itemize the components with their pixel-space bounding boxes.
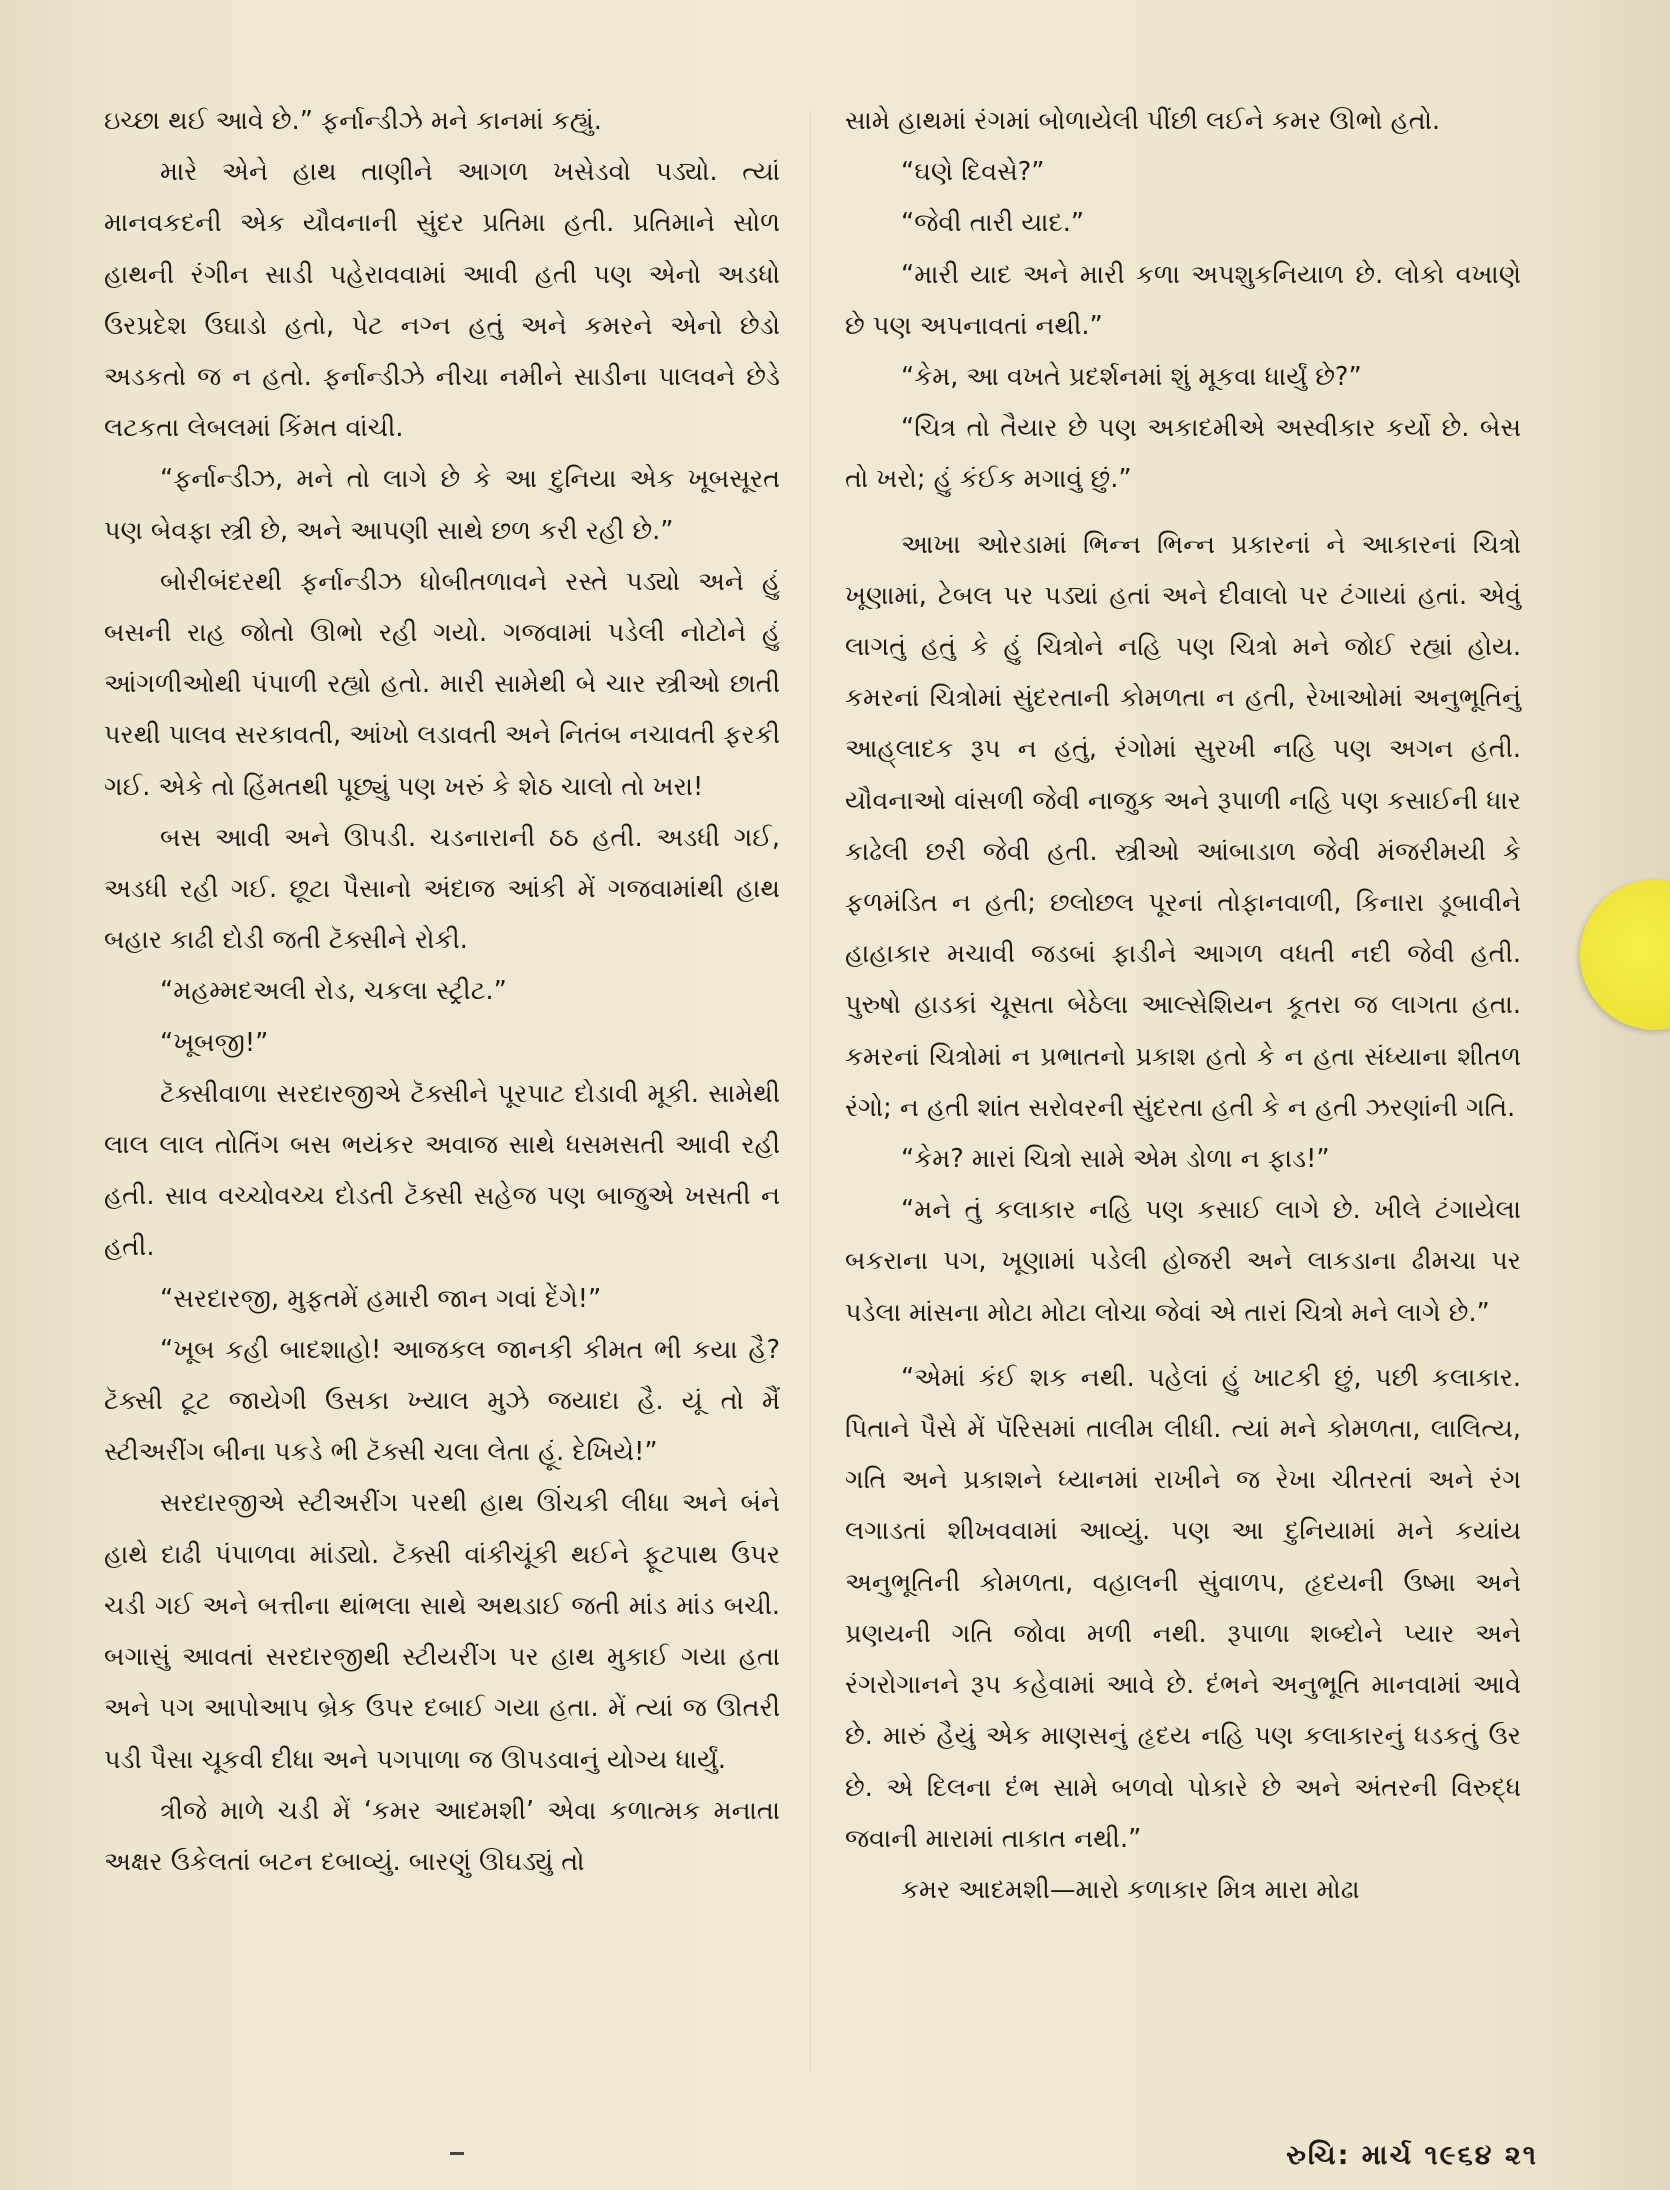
paragraph: “કેમ, આ વખતે પ્રદર્શનમાં શું મૂકવા ધાર્યું છે?” [901,362,1362,393]
paragraph: “ખૂબજી!” [160,1027,269,1058]
paragraph: ત્રીજે માળે ચડી મેં ‘કમર આદમશી’ એવા કળાત્મક મનાતા અક્ષર ઉકેલતાં બટન દબાવ્યું. બારણું ઊઘડ્યું તો [104,1795,780,1877]
paragraph: બસ આવી અને ઊપડી. ચડનારાની ઠઠ હતી. અડધી ગઈ, અડધી રહી ગઈ. છૂટા પૈસાનો અંદાજ આંકી મેં ગજવામાંથી હાથ બહાર કાઢી દોડી જતી ટૅક્સીને રોકી. [104,822,780,956]
paragraph: “એમાં કંઈ શક નથી. પહેલાં હું ખાટકી છું, પછી કલાકાર. પિતાને પૈસે મેં પૅરિસમાં તાલીમ લીધી. ત્યાં મને કોમળતા, લાલિત્ય, ગતિ અને પ્રકાશને ધ્યાનમાં રાખીને જ રેખા ચીતરતાં અને રંગ લગાડતાં શીખવવામાં આવ્યું. પણ આ દુનિયામાં મને કયાંય અનુભૂતિની કોમળતા, વહાલની સુંવાળપ, હૃદયની ઉષ્મા અને પ્રણયની ગતિ જોવા મળી નથી. રૂપાળા શબ્દોને પ્યાર અને રંગરોગાનને રૂપ કહેવામાં આવે છે. દંભને અનુભૂતિ માનવામાં આવે છે. મારું હૈયું એક માણસનું હૃદય નહિ પણ કલાકારનું ધડકતું ઉર છે. એ દિલના દંભ સામે બળવો પોકારે છે અને અંતરની વિરુદ્ધ જવાની મારામાં તાકાત નથી.” [845,1362,1521,1854]
paragraph: “ચિત્ર તો તૈયાર છે પણ અકાદમીએ અસ્વીકાર કર્યો છે. બેસ તો ખરો; હું કંઈક મગાવું છું.” [845,413,1521,495]
paragraph: સામે હાથમાં રંગમાં બોળાયેલી પીંછી લઈને કમર ઊભો હતો. [845,106,1441,136]
paragraph: સરદારજીએ સ્ટીઅરીંગ પરથી હાથ ઊંચકી લીધા અને બંને હાથે દાઢી પંપાળવા માંડ્યો. ટૅક્સી વાંકીચૂંકી થઈને ફૂટપાથ ઉપર ચડી ગઈ અને બત્તીના થાંભલા સાથે અથડાઈ જતી માંડ માંડ બચી. બગાસું આવતાં સરદારજીથી સ્ટીયરીંગ પર હાથ મુકાઈ ગયા હતા અને પગ આપોઆપ બ્રેક ઉપર દબાઈ ગયા હતા. મેં ત્યાં જ ઊતરી પડી પૈસા ચૂકવી દીધા અને પગપાળા જ ઊપડવાનું યોગ્ય ધાર્યું. [104,1488,780,1775]
paragraph: “મારી યાદ અને મારી કળા અપશુકનિયાળ છે. લોકો વખાણે છે પણ અપનાવતાં નથી.” [845,259,1521,341]
paragraph: “મને તું કલાકાર નહિ પણ કસાઈ લાગે છે. ખીલે ટંગાયેલા બકરાના પગ, ખૂણામાં પડેલી હોજરી અને લાકડાના ઢીમચા પર પડેલા માંસના મોટા મોટા લોચા જેવાં એ તારાં ચિત્રો મને લાગે છે.” [845,1195,1521,1328]
left-column [104,96,780,1888]
paragraph: “ઘણે દિવસે?” [901,157,1045,188]
paragraph: “ખૂબ કહી બાદશાહો! આજકલ જાનકી કીમત ભી કયા હૈ? ટૅક્સી ટૂટ જાયેગી ઉસકા ખ્યાલ મુઝે જયાદા હૈ. યૂં તો મૈં સ્ટીઅરીંગ બીના પકડે ભી ટૅક્સી ચલા લેતા હૂં. દેખિયે!” [104,1334,780,1468]
paragraph: કમર આદમશી—મારો કળાકાર મિત્ર મારા મોઢા [901,1874,1360,1905]
paragraph: “કેમ? મારાં ચિત્રો સામે એમ ડોળા ન ફાડ!” [901,1144,1330,1175]
page-footer: રુચિ: માર્ચ ૧૯૬૪ ૨૧ [1286,2140,1538,2171]
paragraph: મારે એને હાથ તાણીને આગળ ખસેડવો પડ્યો. ત્યાં માનવકદની એક યૌવનાની સુંદર પ્રતિમા હતી. પ્રતિમાને સોળ હાથની રંગીન સાડી પહેરાવવામાં આવી હતી પણ એનો અડધો ઉરપ્રદેશ ઉઘાડો હતો, પેટ નગ્ન હતું અને કમરને એનો છેડો અડકતો જ ન હતો. ફર્નાન્ડીઝે નીચા નમીને સાડીના પાલવને છેડે લટકતા લેબલમાં કિંમત વાંચી. [104,157,780,444]
paragraph: આખા ઓરડામાં ભિન્ન ભિન્ન પ્રકારનાં ને આકારનાં ચિત્રો ખૂણામાં, ટેબલ પર પડ્યાં હતાં અને દીવાલો પર ટંગાયાં હતાં. એવું લાગતું હતું કે હું ચિત્રોને નહિ પણ ચિત્રો મને જોઈ રહ્યાં હોય. કમરનાં ચિત્રોમાં સુંદરતાની કોમળતા ન હતી, રેખાઓમાં અનુભૂતિનું આહ્‌લાદક રૂપ ન હતું, રંગોમાં સુરખી નહિ પણ અગન હતી. યૌવનાઓ વાંસળી જેવી નાજુક અને રૂપાળી નહિ પણ કસાઈની ધાર કાઢેલી છરી જેવી હતી. સ્ત્રીઓ આંબાડાળ જેવી મંજરીમયી કે ફળમંડિત ન હતી; છલોછલ પૂરનાં તોફાનવાળી, કિનારા ડૂબાવીને હાહાકાર મચાવી જડબાં ફાડીને આગળ વધતી નદી જેવી હતી. પુરુષો હાડકાં ચૂસતા બેઠેલા આલ્સેશિયન કૂતરા જ લાગતા હતા. કમરનાં ચિત્રોમાં ન પ્રભાતનો પ્રકાશ હતો કે ન હતા સંધ્યાના શીતળ રંગો; ન હતી શાંત સરોવરની સુંદરતા હતી કે ન હતી ઝરણાંની ગતિ. [845,529,1521,1123]
paragraph: બોરીબંદરથી ફર્નાન્ડીઝ ધોબીતળાવને રસ્તે પડ્યો અને હું બસની રાહ જોતો ઊભો રહી ગયો. ગજવામાં પડેલી નોટોને હું આંગળીઓથી પંપાળી રહ્યો હતો. મારી સામેથી બે ચાર સ્ત્રીઓ છાતી પરથી પાલવ સરકાવતી, આંખો લડાવતી અને નિતંબ નચાવતી ફરકી ગઈ. એકે તો હિંમતથી પૂછ્યું પણ ખરું કે શેઠ ચાલો તો ખરા! [104,566,780,802]
paragraph: “ફર્નાન્ડીઝ, મને તો લાગે છે કે આ દુનિયા એક ખૂબસૂરત પણ બેવફા સ્ત્રી છે, અને આપણી સાથે છળ કરી રહી છે.” [104,464,780,546]
paragraph: ટૅક્સીવાળા સરદારજીએ ટૅક્સીને પૂરપાટ દોડાવી મૂકી. સામેથી લાલ લાલ તોતિંગ બસ ભયંકર અવાજ સાથે ધસમસતી આવી રહી હતી. સાવ વચ્ચોવચ્ચ દોડતી ટૅક્સી સહેજ પણ બાજુએ ખસતી ન હતી. [104,1078,780,1263]
paragraph: “મહમ્મદઅલી રોડ, ચકલા સ્ટ્રીટ.” [160,976,507,1007]
paragraph: “સરદારજી, મુફતમેં હમારી જાન ગવાં દેંગે!” [160,1283,602,1314]
paragraph: “જેવી તારી યાદ.” [901,208,1085,239]
paragraph: ઇચ્છા થઈ આવે છે.” ફર્નાન્ડીઝે મને કાનમાં કહ્યું. [104,106,602,136]
yellow-index-tab [1580,880,1670,1030]
printer-mark [450,2152,464,2155]
column-gutter [810,110,811,2070]
right-column [845,96,1521,1916]
